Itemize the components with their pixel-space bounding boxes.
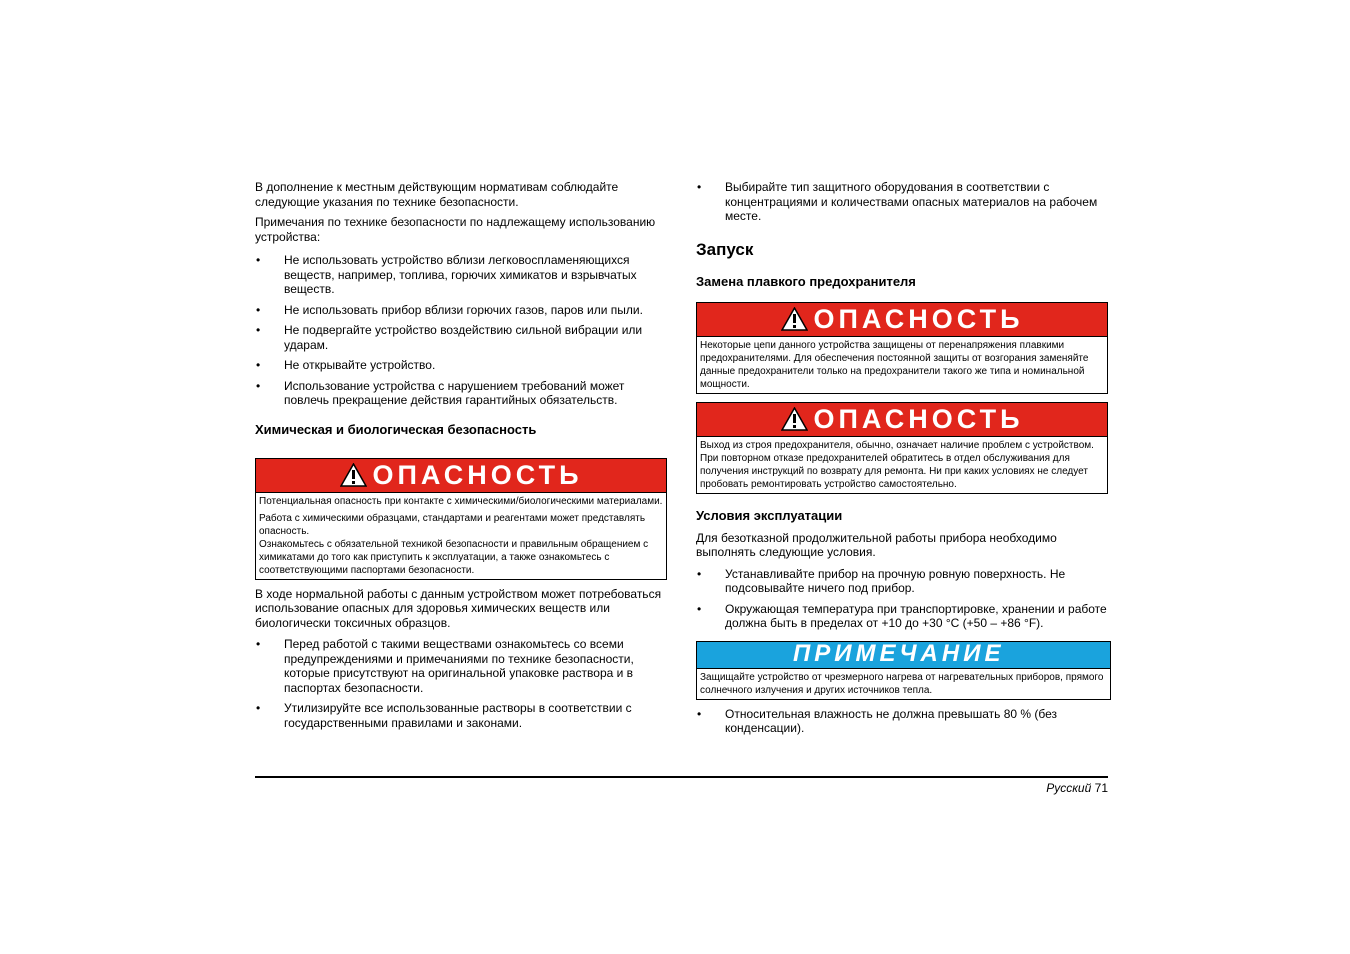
chem-safety-heading: Химическая и биологическая безопасность: [255, 421, 537, 437]
list-item: • Окружающая температура при транспортировке, хранении и работе должна быть в пределах от +10 до +30 °C (+50 – +86 °F).: [696, 602, 1108, 631]
warning-triangle-icon: [781, 307, 808, 331]
list-item: • Не использовать устройство вблизи легковоспламеняющихся веществ, например, топлива, горючих химикатов и взрывчатых веществ.: [255, 253, 667, 297]
intro-paragraph-2: Примечания по технике безопасности по надлежащему использованию устройства:: [255, 215, 656, 244]
list-item: • Устанавливайте прибор на прочную ровную поверхность. Не подсовывайте ничего под прибор.: [696, 567, 1108, 596]
humidity-list: [696, 707, 1108, 736]
danger-text-2: Работа с химическими образцами, стандартами и реагентами может представлять опасность.: [259, 512, 646, 537]
danger-text-1: Потенциальная опасность при контакте с химическими/биологическими материалами.: [259, 495, 663, 507]
list-item: • Использование устройства с нарушением требований может повлечь прекращение действия гарантийных обязательств.: [255, 379, 667, 408]
chem-list: [255, 637, 667, 730]
footer-language: Русский: [1046, 781, 1092, 795]
fuse-danger-box-1: [696, 302, 1108, 394]
list-item: • Утилизируйте все использованные растворы в соответствии с государственными правилами и законами.: [255, 701, 667, 730]
left-column: [255, 180, 667, 736]
page-footer: [1046, 781, 1108, 795]
warning-triangle-icon: [781, 407, 808, 431]
danger-title: ОПАСНОСТЬ: [813, 303, 1024, 334]
fuse-heading: Замена плавкого предохранителя: [696, 273, 916, 289]
note-body: [697, 669, 1110, 699]
list-item: • Не подвергайте устройство воздействию сильной вибрации или ударам.: [255, 323, 667, 352]
danger-header: [697, 303, 1107, 337]
danger-text: Некоторые цепи данного устройства защищены от перенапряжения плавкими предохранителями. Для обеспечения постоянной защиты от возгорания заменяйте данные предохранители только на предохранители такого же типа и номинальной мощности.: [700, 339, 1089, 390]
danger-text: Выход из строя предохранителя, обычно, означает наличие проблем с устройством. При повторном отказе предохранителей обратитесь в отдел обслуживания для получения инструкций по возврату для ремонта. Ни при каких условиях не следует пробовать ремонтировать устройство самостоятельно.: [700, 439, 1094, 490]
danger-text-3: Ознакомьтесь с обязательной техникой безопасности и правильным обращением с химикатами до того как приступить к эксплуатации, а также ознакомьтесь с соответствующими паспортами безопасности.: [259, 538, 649, 576]
note-box: [696, 641, 1111, 700]
danger-header: [256, 459, 666, 493]
fuse-danger-box-2: [696, 402, 1108, 494]
list-item: • Выбирайте тип защитного оборудования в соответствии с концентрациями и количествами опасных материалов на рабочем месте.: [696, 180, 1108, 224]
warning-triangle-icon: [340, 463, 367, 487]
list-item: • Не открывайте устройство.: [255, 358, 667, 373]
danger-header: [697, 403, 1107, 437]
chem-danger-box: [255, 458, 667, 580]
note-header: [697, 642, 1110, 669]
danger-title: ОПАСНОСТЬ: [372, 459, 583, 490]
page-number: 71: [1094, 781, 1108, 795]
list-item: • Перед работой с такими веществами ознакомьтесь со всеми предупреждениями и примечаниями по технике безопасности, которые присутствуют на оригинальной упаковке раствора и в паспортах безопасности.: [255, 637, 667, 695]
footer-rule: [255, 776, 1108, 778]
startup-heading: Запуск: [696, 239, 754, 259]
note-title: ПРИМЕЧАНИЕ: [793, 640, 1005, 668]
danger-body: [697, 437, 1107, 493]
list-item: • Не использовать прибор вблизи горючих газов, паров или пыли.: [255, 303, 667, 318]
danger-body: [697, 337, 1107, 393]
protection-list: [696, 180, 1108, 224]
right-column: [696, 180, 1108, 742]
safety-list: [255, 253, 667, 408]
danger-body: [256, 493, 666, 579]
conditions-heading: Условия эксплуатации: [696, 507, 843, 523]
danger-title: ОПАСНОСТЬ: [813, 403, 1024, 434]
chem-paragraph: В ходе нормальной работы с данным устройством может потребоваться использование опасных для здоровья химических веществ или биологически токсичных образцов.: [255, 586, 662, 630]
conditions-list: [696, 567, 1108, 631]
list-item: • Относительная влажность не должна превышать 80 % (без конденсации).: [696, 707, 1108, 736]
conditions-paragraph: Для безотказной продолжительной работы прибора необходимо выполнять следующие условия.: [696, 530, 1057, 559]
intro-paragraph-1: В дополнение к местным действующим нормативам соблюдайте следующие указания по технике безопасности.: [255, 180, 619, 209]
note-text: Защищайте устройство от чрезмерного нагрева от нагревательных приборов, прямого солнечного излучения и других источников тепла.: [700, 671, 1104, 696]
